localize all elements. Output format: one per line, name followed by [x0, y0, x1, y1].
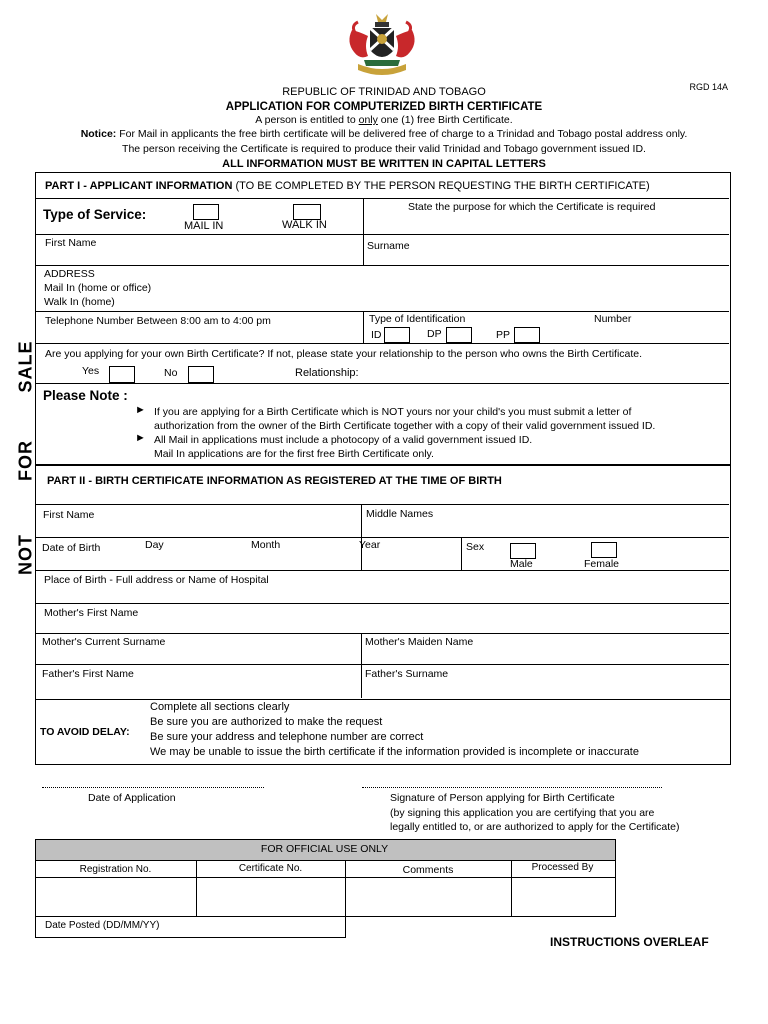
- mother-maiden-name-field[interactable]: [366, 648, 721, 662]
- dob-label: Date of Birth: [42, 542, 101, 554]
- bullet-icon: ►: [135, 432, 146, 444]
- avoid-delay-label: TO AVOID DELAY:: [40, 726, 130, 738]
- father-first-name-label: Father's First Name: [42, 668, 134, 680]
- id-type-label: Type of Identification: [369, 313, 466, 325]
- notice-line-2: The person receiving the Certificate is required to produce their valid Trinidad and Tobago government issued ID.: [122, 143, 646, 155]
- mother-current-surname-field[interactable]: [40, 648, 358, 662]
- coat-of-arms-emblem: [342, 12, 422, 84]
- applicant-surname-field[interactable]: [440, 238, 720, 258]
- dob-year-label: Year: [359, 539, 381, 551]
- place-of-birth-label: Place of Birth - Full address or Name of Hospital: [44, 574, 269, 586]
- signature-note-1: (by signing this application you are certifying that you are: [390, 807, 655, 819]
- watermark-not: NOT: [15, 534, 36, 575]
- entitlement-text: A person is entitled to only one (1) free Birth Certificate.: [255, 114, 513, 126]
- address-field[interactable]: [180, 270, 720, 308]
- applicant-first-name-label: First Name: [45, 237, 97, 249]
- walk-in-label: WALK IN: [282, 219, 327, 231]
- address-label: ADDRESS: [44, 268, 95, 280]
- male-checkbox[interactable]: [510, 543, 536, 559]
- note-line-2: authorization from the owner of the Birth Certificate together with a copy of their valid government issued ID.: [154, 420, 656, 432]
- id-checkbox[interactable]: [384, 327, 410, 343]
- type-of-service-label: Type of Service:: [43, 207, 147, 222]
- watermark-sale: SALE: [15, 340, 36, 393]
- delay-line-2: Be sure you are authorized to make the request: [150, 716, 383, 728]
- place-of-birth-field[interactable]: [40, 586, 720, 600]
- cert-no-header: Certificate No.: [238, 863, 303, 874]
- please-note-title: Please Note :: [43, 388, 128, 403]
- page-title: APPLICATION FOR COMPUTERIZED BIRTH CERTIFICATE: [225, 101, 543, 113]
- birth-first-name-field[interactable]: [40, 520, 358, 534]
- mail-in-label: MAIL IN: [184, 220, 224, 232]
- reg-no-header: Registration No.: [79, 864, 152, 875]
- birth-first-name-label: First Name: [43, 509, 95, 521]
- pp-checkbox[interactable]: [514, 327, 540, 343]
- date-of-application-line[interactable]: [42, 787, 264, 788]
- notice-line-1: Notice: For Mail in applicants the free birth certificate will be delivered free of charge to a Trinidad and Tobago postal address only.: [80, 128, 688, 140]
- mother-first-name-field[interactable]: [40, 619, 720, 631]
- processed-by-header: Processed By: [531, 862, 594, 873]
- official-use-title: FOR OFFICIAL USE ONLY: [260, 843, 389, 855]
- middle-names-label: Middle Names: [366, 508, 434, 520]
- form-code: RGD 14A: [689, 82, 728, 92]
- id-number-label: Number: [594, 313, 632, 325]
- no-label: No: [164, 367, 178, 379]
- delay-line-3: Be sure your address and telephone number are correct: [150, 731, 424, 743]
- female-label: Female: [584, 558, 620, 570]
- part2-heading: PART II - BIRTH CERTIFICATE INFORMATION AS REGISTERED AT THE TIME OF BIRTH: [47, 475, 502, 487]
- father-surname-label: Father's Surname: [365, 668, 449, 680]
- mother-current-surname-label: Mother's Current Surname: [42, 636, 166, 648]
- watermark-for: FOR: [15, 440, 36, 481]
- relationship-field[interactable]: [370, 364, 720, 380]
- date-posted-label: Date Posted (DD/MM/YY): [45, 920, 160, 931]
- delay-line-4: We may be unable to issue the birth certificate if the information provided is incomplete or inaccurate: [150, 746, 639, 758]
- bullet-icon: ►: [135, 404, 146, 416]
- dob-field[interactable]: [130, 551, 460, 567]
- dob-month-label: Month: [251, 539, 281, 551]
- father-first-name-field[interactable]: [40, 680, 358, 694]
- signature-label: Signature of Person applying for Birth Certificate: [390, 792, 615, 804]
- republic-label: REPUBLIC OF TRINIDAD AND TOBAGO: [282, 86, 486, 98]
- note-line-3: All Mail in applications must include a photocopy of a valid government issued ID.: [154, 434, 533, 446]
- signature-line[interactable]: [362, 787, 662, 788]
- applicant-first-name-field[interactable]: [40, 248, 358, 262]
- telephone-field[interactable]: [40, 328, 358, 342]
- dp-checkbox[interactable]: [446, 327, 472, 343]
- mother-maiden-name-label: Mother's Maiden Name: [365, 636, 474, 648]
- telephone-label: Telephone Number Between 8:00 am to 4:00 pm: [45, 315, 271, 327]
- yes-checkbox[interactable]: [109, 366, 135, 383]
- capitals-notice: ALL INFORMATION MUST BE WRITTEN IN CAPITAL LETTERS: [222, 158, 546, 170]
- instructions-overleaf: INSTRUCTIONS OVERLEAF: [550, 935, 709, 949]
- id-number-field[interactable]: [560, 327, 720, 341]
- relationship-label: Relationship:: [295, 367, 359, 379]
- mail-in-checkbox[interactable]: [193, 204, 219, 220]
- purpose-label: State the purpose for which the Certificate is required: [408, 201, 656, 213]
- note-line-4: Mail In applications are for the first free Birth Certificate only.: [154, 448, 434, 460]
- dob-day-label: Day: [145, 539, 164, 551]
- female-checkbox[interactable]: [591, 542, 617, 558]
- middle-names-field[interactable]: [366, 520, 721, 534]
- note-line-1: If you are applying for a Birth Certificate which is NOT yours nor your child's you must submit a letter of: [154, 406, 632, 418]
- mother-first-name-label: Mother's First Name: [44, 607, 139, 619]
- yes-label: Yes: [82, 365, 100, 377]
- applicant-surname-label: Surname: [367, 240, 410, 252]
- date-of-application-label: Date of Application: [88, 792, 176, 804]
- no-checkbox[interactable]: [188, 366, 214, 383]
- address-walk-in-label: Walk In (home): [44, 296, 115, 308]
- sex-label: Sex: [466, 541, 485, 553]
- comments-header: Comments: [402, 864, 454, 876]
- purpose-field[interactable]: [366, 214, 721, 232]
- male-label: Male: [510, 558, 533, 570]
- delay-line-1: Complete all sections clearly: [150, 701, 290, 713]
- signature-note-2: legally entitled to, or are authorized to apply for the Certificate): [390, 821, 680, 833]
- father-surname-field[interactable]: [366, 680, 721, 694]
- walk-in-checkbox[interactable]: [293, 204, 321, 220]
- part1-heading: PART I - APPLICANT INFORMATION (TO BE COMPLETED BY THE PERSON REQUESTING THE BIRTH CERTIFICATE): [45, 180, 650, 192]
- id-option-label: ID: [371, 329, 382, 341]
- pp-option-label: PP: [496, 329, 511, 341]
- address-mail-in-label: Mail In (home or office): [44, 282, 152, 294]
- own-certificate-question: Are you applying for your own Birth Certificate? If not, please state your relationship to the person who owns the Birth Certificate.: [45, 348, 643, 360]
- dp-option-label: DP: [427, 328, 442, 340]
